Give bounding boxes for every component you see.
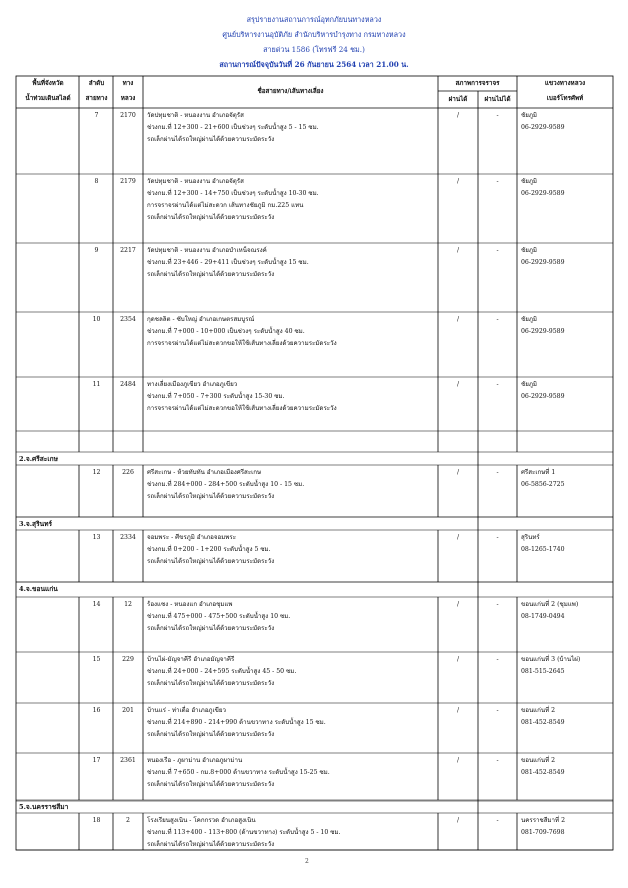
row-impassable: - — [496, 534, 499, 541]
col-header-passable: ผ่านได้ — [448, 96, 468, 103]
col-header-status: สภาพการจราจร — [455, 80, 500, 87]
row-km-range: ช่วงกม.ที่ 12+300 - 14+750 เป็นช่วงๆ ระดับน้ำสูง 10-30 ซม. — [147, 190, 319, 197]
row-seq: 11 — [92, 381, 101, 388]
row-road-name: กุดชลลิต - ซับใหญ่ อำเภอเกษตรสมบูรณ์ — [147, 316, 255, 323]
row-passable: / — [456, 316, 460, 323]
row-impassable: - — [496, 707, 499, 714]
row-km-range: ช่วงกม.ที่ 12+300 - 21+600 เป็นช่วงๆ ระดับน้ำสูง 5 - 15 ซม. — [147, 124, 319, 131]
row-passable: / — [456, 707, 460, 714]
row-phone: 081-452-8549 — [521, 719, 565, 726]
row-seq: 16 — [92, 707, 101, 714]
row-traffic-note: รถเล็กผ่านได้รถใหญ่ผ่านได้ด้วยความระมัดระวัง — [147, 558, 275, 565]
row-passable: / — [456, 601, 460, 608]
row-route: 226 — [122, 469, 134, 476]
row-note: การจราจรผ่านได้แต่ไม่สะดวก เส้นทางชัยภูมิ กม.225 แทน — [147, 202, 304, 209]
row-office: ชัยภูมิ — [521, 112, 537, 119]
row-route: 229 — [122, 656, 134, 663]
col-header-seq-1: ลำดับ — [88, 80, 105, 87]
row-road-name: ร้องแซง - หนองแก อำเภอชุมแพ — [147, 601, 233, 608]
row-office: ศรีสะเกษที่ 1 — [521, 469, 556, 476]
row-seq: 17 — [92, 757, 101, 764]
row-route: 2170 — [120, 112, 136, 119]
row-passable: / — [456, 247, 460, 254]
row-traffic-note: รถเล็กผ่านได้รถใหญ่ผ่านได้ด้วยความระมัดระวัง — [147, 731, 275, 738]
row-impassable: - — [496, 817, 499, 824]
col-header-route-1: ทาง — [122, 80, 134, 87]
row-road-name: ศรีสะเกษ - ห้วยทับทัน อำเภอเมืองศรีสะเกษ — [147, 469, 262, 476]
row-office: นครราชสีมาที่ 2 — [521, 817, 566, 824]
row-office: ชัยภูมิ — [521, 178, 537, 185]
row-route: 2354 — [120, 316, 136, 323]
row-road-name: วัดปทุมชาติ - หนองงาน อำเภอจัตุรัส — [147, 178, 244, 185]
row-phone: 081-452-8549 — [521, 769, 565, 776]
report-subtitle: ศูนย์บริหารงานอุบัติภัย สำนักบริหารบำรุงทาง กรมทางหลวง — [222, 30, 406, 39]
row-seq: 15 — [92, 656, 101, 663]
row-route: 2179 — [120, 178, 136, 185]
row-seq: 14 — [92, 601, 101, 608]
col-header-office-2: เบอร์โทรศัพท์ — [546, 95, 584, 102]
row-route: 2484 — [120, 381, 136, 388]
row-phone: 06-2929-9589 — [521, 259, 565, 266]
row-impassable: - — [496, 381, 499, 388]
row-route: 2361 — [120, 757, 136, 764]
row-phone: 06-2929-9589 — [521, 190, 565, 197]
row-route: 201 — [122, 707, 134, 714]
row-km-range: ช่วงกม.ที่ 284+000 - 284+500 ระดับน้ำสูง 10 - 15 ซม. — [147, 481, 305, 488]
col-header-road: ชื่อสายทาง/เส้นทางเลี่ยง — [257, 88, 324, 95]
row-km-range: ช่วงกม.ที่ 7+000 - 10+000 เป็นช่วงๆ ระดับน้ำสูง 40 ซม. — [147, 328, 305, 335]
page-number: 2 — [305, 858, 309, 865]
row-office: ขอนแก่นที่ 2 — [521, 707, 556, 714]
row-traffic-note: รถเล็กผ่านได้รถใหญ่ผ่านได้ด้วยความระมัดระวัง — [147, 493, 275, 500]
row-note: การจราจรผ่านได้แต่ไม่สะดวกขอให้ใช้เส้นทางเลี่ยงด้วยความระมัดระวัง — [147, 340, 337, 347]
row-impassable: - — [496, 469, 499, 476]
col-header-office-1: แขวงทางหลวง — [544, 80, 586, 87]
row-impassable: - — [496, 316, 499, 323]
section-sisaket: 2.จ.ศรีสะเกษ — [19, 455, 58, 463]
row-traffic-note: รถเล็กผ่านได้รถใหญ่ผ่านได้ด้วยความระมัดระวัง — [147, 841, 275, 848]
row-road-name: บ้านแร่ - ท่าเดื่อ อำเภอภูเขียว — [147, 707, 226, 714]
row-passable: / — [456, 112, 460, 119]
row-impassable: - — [496, 757, 499, 764]
row-km-range: ช่วงกม.ที่ 7+050 - 7+300 ระดับน้ำสูง 15-30 ซม. — [147, 393, 285, 400]
row-road-name: วัดปทุมชาติ - หนองงาน อำเภอบำเหน็จณรงค์ — [147, 247, 267, 254]
row-impassable: - — [496, 601, 499, 608]
section-khonkaen: 4.จ.ขอนแก่น — [19, 585, 58, 593]
row-seq: 7 — [94, 112, 99, 119]
row-phone: 08-1265-1740 — [521, 546, 565, 553]
row-seq: 10 — [92, 316, 101, 323]
row-note: การจราจรผ่านได้แต่ไม่สะดวกขอให้ใช้เส้นทางเลี่ยงด้วยความระมัดระวัง — [147, 405, 337, 412]
col-header-province-1: พื้นที่จังหวัด — [32, 80, 64, 87]
section-surin: 3.จ.สุรินทร์ — [19, 520, 53, 528]
row-road-name: โรงเรียนสูงเนิน - โคกกรวด อำเภอสูงเนิน — [147, 817, 256, 824]
col-header-impassable: ผ่านไม่ได้ — [484, 96, 511, 103]
row-office: ชัยภูมิ — [521, 316, 537, 323]
row-passable: / — [456, 534, 460, 541]
row-passable: / — [456, 381, 460, 388]
col-header-province-2: น้ำท่วมเดินสไลด์ — [25, 95, 71, 102]
row-office: สุรินทร์ — [521, 534, 540, 541]
row-km-range: ช่วงกม.ที่ 7+650 - กม.8+000 ด้านขวาทาง ระดับน้ำสูง 15-25 ซม. — [147, 769, 330, 776]
row-seq: 9 — [94, 247, 99, 254]
row-km-range: ช่วงกม.ที่ 0+200 - 1+200 ระดับน้ำสูง 5 ซม. — [147, 546, 271, 553]
row-traffic-note: รถเล็กผ่านได้รถใหญ่ผ่านได้ด้วยความระมัดระวัง — [147, 625, 275, 632]
row-office: ขอนแก่นที่ 2 — [521, 757, 556, 764]
row-road-name: จอมพระ - ศีขรภูมิ อำเภอจอมพระ — [147, 534, 237, 541]
row-office: ชัยภูมิ — [521, 247, 537, 254]
row-km-range: ช่วงกม.ที่ 475+000 - 475+500 ระดับน้ำสูง 10 ซม. — [147, 613, 291, 620]
row-passable: / — [456, 656, 460, 663]
row-office: ชัยภูมิ — [521, 381, 537, 388]
report-datetime: สถานการณ์ปัจจุบันวันที่ 26 กันยายน 2564 เวลา 21.00 น. — [219, 60, 409, 69]
row-road-name: หนองเรือ - ภูผาม่าน อำเภอภูผาม่าน — [147, 757, 243, 764]
col-header-seq-2: สายทาง — [85, 95, 108, 102]
row-traffic-note: รถเล็กผ่านได้รถใหญ่ผ่านได้ด้วยความระมัดระวัง — [147, 136, 275, 143]
row-km-range: ช่วงกม.ที่ 113+400 - 113+800 (ด้านขวาทาง) ระดับน้ำสูง 5 - 10 ซม. — [147, 829, 341, 836]
row-passable: / — [456, 757, 460, 764]
row-traffic-note: รถเล็กผ่านได้รถใหญ่ผ่านได้ด้วยความระมัดระวัง — [147, 271, 275, 278]
hotline: สายด่วน 1586 (โทรฟรี 24 ชม.) — [263, 45, 365, 54]
row-phone: 06-5856-2725 — [521, 481, 565, 488]
row-road-name: วัดปทุมชาติ - หนองงาน อำเภอจัตุรัส — [147, 112, 244, 119]
row-phone: 081-709-7698 — [521, 829, 565, 836]
row-route: 2334 — [120, 534, 136, 541]
report-title: สรุปรายงานสถานการณ์อุทกภัยบนทางหลวง — [246, 15, 382, 24]
section-nakhonratchasima: 5.จ.นครราชสีมา — [19, 803, 69, 811]
row-office: ขอนแก่นที่ 2 (ชุมแพ) — [521, 601, 579, 608]
row-passable: / — [456, 178, 460, 185]
row-seq: 18 — [92, 817, 101, 824]
row-impassable: - — [496, 178, 499, 185]
row-phone: 081-515-2645 — [521, 668, 565, 675]
row-impassable: - — [496, 112, 499, 119]
row-passable: / — [456, 817, 460, 824]
row-office: ขอนแก่นที่ 3 (บ้านไผ่) — [521, 656, 581, 663]
row-impassable: - — [496, 656, 499, 663]
row-impassable: - — [496, 247, 499, 254]
row-km-range: ช่วงกม.ที่ 24+000 - 24+595 ระดับน้ำสูง 45 - 50 ซม. — [147, 668, 297, 675]
row-route: 12 — [124, 601, 132, 608]
row-traffic-note: รถเล็กผ่านได้รถใหญ่ผ่านได้ด้วยความระมัดระวัง — [147, 214, 275, 221]
row-passable: / — [456, 469, 460, 476]
row-phone: 08-1749-0494 — [521, 613, 565, 620]
row-seq: 12 — [92, 469, 101, 476]
row-route: 2217 — [120, 247, 136, 254]
row-phone: 06-2929-9589 — [521, 124, 565, 131]
row-traffic-note: รถเล็กผ่านได้รถใหญ่ผ่านได้ด้วยความระมัดระวัง — [147, 781, 275, 788]
row-seq: 13 — [92, 534, 101, 541]
row-road-name: ทางเลี่ยงเมืองภูเขียว อำเภอภูเขียว — [147, 381, 238, 388]
col-header-route-2: หลวง — [120, 95, 136, 102]
row-route: 2 — [126, 817, 130, 824]
row-road-name: บ้านไผ่-มัญจาคีรี อำเภอมัญจาคีรี — [147, 656, 235, 663]
row-phone: 06-2929-9589 — [521, 393, 565, 400]
row-seq: 8 — [94, 178, 99, 185]
row-traffic-note: รถเล็กผ่านได้รถใหญ่ผ่านได้ด้วยความระมัดระวัง — [147, 680, 275, 687]
row-km-range: ช่วงกม.ที่ 214+890 - 214+990 ด้านขวาทาง ระดับน้ำสูง 15 ซม. — [147, 719, 326, 726]
row-phone: 06-2929-9589 — [521, 328, 565, 335]
row-km-range: ช่วงกม.ที่ 23+446 - 29+411 เป็นช่วงๆ ระดับน้ำสูง 15 ซม. — [147, 259, 309, 266]
